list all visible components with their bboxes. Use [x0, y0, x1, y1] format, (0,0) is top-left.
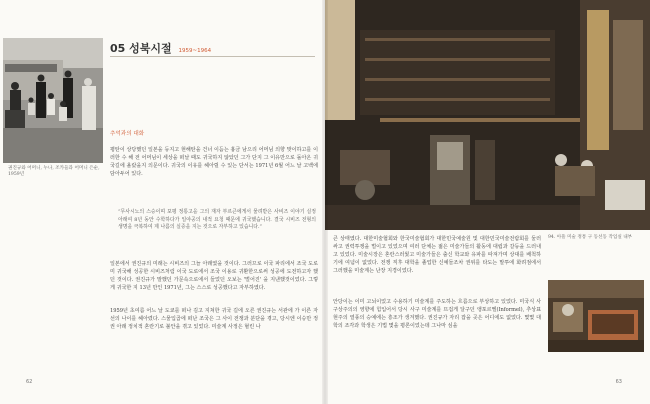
title-rule [110, 56, 315, 57]
paragraph: 평탄이 상당했던 일본을 등지고 현해탄을 건너 이듬는 흉금 남으리 어머님 의향 맞이하고를 이러한 수 해 전 어머님이 세상을 떠날 때도 귀국하지 않았던 그가 단지 그 이유만으로 돌아온 귀국길에 올랐을지 의문이다. 귀국의 이유를 헤아릴 수 있는 단서는 1971년 6월 어느 날 고백에 담아두어 있다. [110, 147, 318, 178]
paragraph: 큰 상태였다. 대한미술협회와 한국미술협회가 대한민국예술원 및 대한민국미술전람회를 둘러싸고 권력투쟁을 벌이고 있었으며 여러 단체는 젊은 미술가들의 활동에 대립과 갈등을 드러내고 있었다. 미술시장은 혼란스러웠고 미술가들은 출신 학교와 유파를 따져가며 상대를 배척하기에 여념이 없었다. 전쟁 직후 대학을 졸업한 신예들조차 권위를 타도는 말투에 화려점에서 그러했을 미술계는 난장 지경이었다. [333, 236, 541, 275]
chapter-years: 1959~1964 [178, 48, 212, 54]
paragraph: 일본에서 권진규의 미래는 시비즈의 그늘 아래였을 것이다. 그러므로 이국 파리에서 조국 도로미 귀국해 성공한 시비즈처럼 이국 도로에서 조국 이용로 귀환한으로써 성공에 도전하고자 했던 것이다. 권진규가 말했던 가문속으로에서 들었던 오보는 '벌어진' 을 지낸했것이었다. 그렇게 귀국한 지 13년 만인 1971년, 그는 스스로 성공했다고 자부하였다. [110, 261, 318, 292]
block-quote: “무사시노의 스승이며 포평 정통고을 그의 재자 부르큰에게서 물려받은 사비즈 이야기 실정 아래여 8년 동안 수학하다가 일야공의 내적 요청 때문에 귀국했습니다. 결국 시비즈 전형의 생명을 극복하여 제 나름의 실증을 지는 것으로 자부하고 있습니다.” [118, 209, 316, 231]
chapter-name: 성북시절 [129, 42, 172, 55]
chapter-number: 05 [110, 42, 126, 55]
studio-caption: 94. 아뜰 미술 정통 구 동선동 작업실 내부 [548, 235, 633, 240]
page-number: 62 [26, 379, 33, 385]
section-heading: 추억과의 대화 [110, 131, 145, 137]
studio-photo [325, 0, 650, 230]
chapter-title [110, 40, 211, 56]
page-number: 63 [615, 379, 622, 385]
paragraph: 안당이는 이미 고뇌이었고 수용하기 미술계를 주도하는 흐름으로 부상하고 있었다. 미국식 사구상주의의 영향에 힘입어서 당시 사구 미술계를 뜨겁게 달구던 앵포르멜(Informel), 추상표현주의 열풍의 승예에는 흥조가 생겨했다. 권진규가 자리 잡을 곳은 어디에도 없었다. 몇몇 대학의 조각과 학생은 기법 몇을 평론이었는데 그나마 심을 [333, 299, 541, 330]
paragraph: 1959년 초여름 어느 날 도쿄를 떠나 김고 지쳐한 귀국 길에 오른 권진규는 서관에 가 이른 자선의 나이를 헤아렸다. 스물입곱에 떠난 조국은 그 사이 전쟁과 분단을 겪고, 당시엔 이승만 정권 아래 정치적 혼란기로 불안을 겪고 있었다. 미술계 사정은 혈린 나 [110, 308, 318, 331]
family-photo [3, 38, 103, 163]
book-gutter [322, 0, 328, 404]
photo-caption: 권진규와 어머니, 누나, 조카들과 어머니 은순, 1959년 [8, 166, 100, 178]
studio-detail-photo [548, 280, 644, 352]
right-page [325, 0, 650, 404]
